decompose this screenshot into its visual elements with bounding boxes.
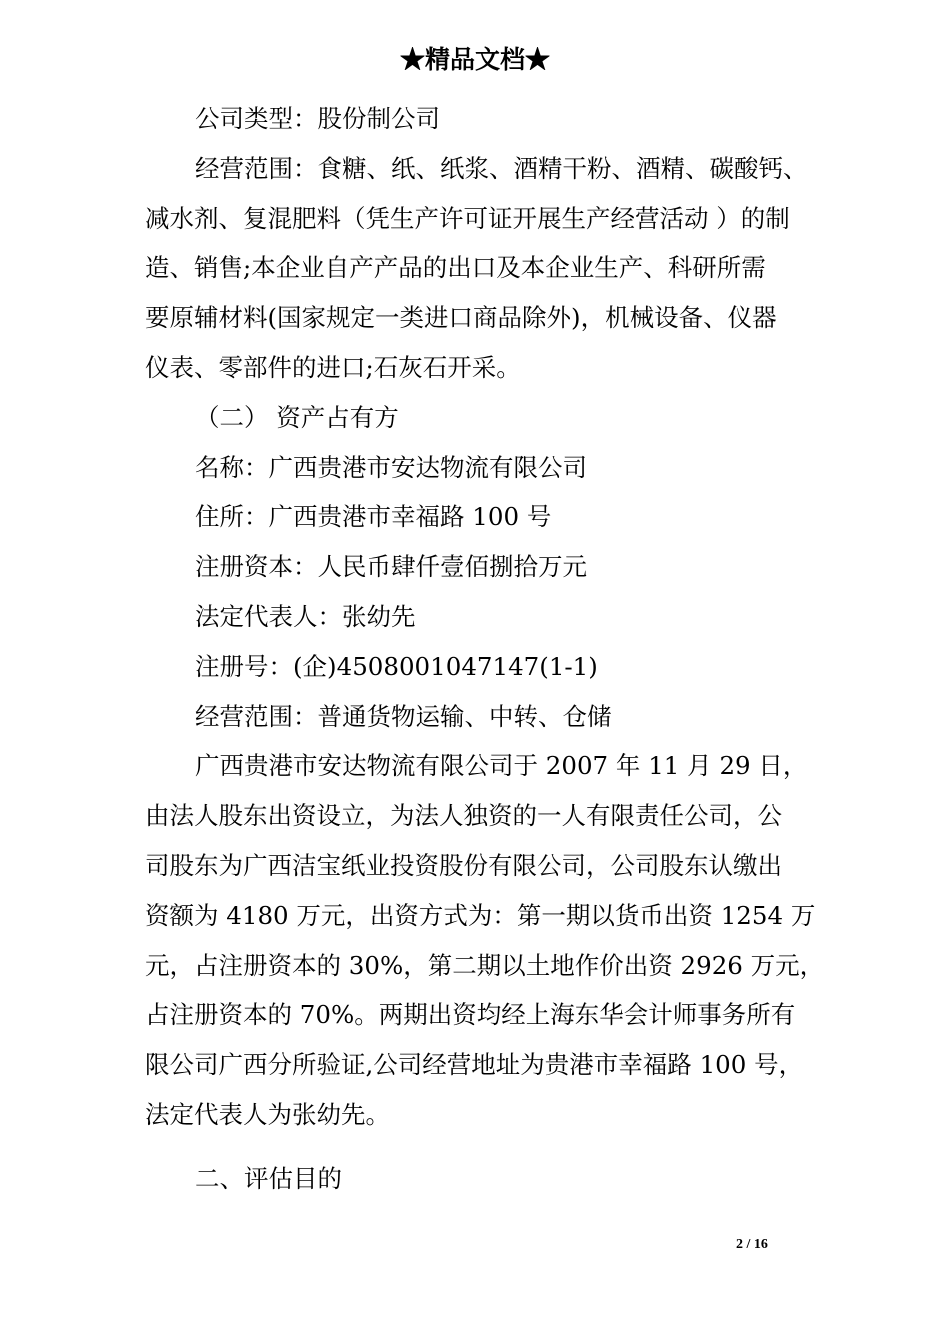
text-line: 法定代表人为张幼先。 xyxy=(145,1099,390,1129)
section-heading: 二、评估目的 xyxy=(195,1163,342,1193)
text-line: 要原辅材料(国家规定一类进口商品除外)，机械设备、仪器 xyxy=(145,303,777,333)
text-line: 占注册资本的 70%。两期出资均经上海东华会计师事务所有 xyxy=(145,1000,796,1030)
subsection-heading: （二） 资产占有方 xyxy=(195,402,399,432)
text-line: 由法人股东出资设立，为法人独资的一人有限责任公司，公 xyxy=(145,801,782,831)
text-line: 广西贵港市安达物流有限公司于 2007 年 11 月 29 日， xyxy=(195,751,808,781)
text-line: 法定代表人：张幼先 xyxy=(195,601,416,631)
text-line: 公司类型：股份制公司 xyxy=(195,104,440,133)
page-header-title: ★精品文档★ xyxy=(399,45,550,74)
text-line: 经营范围：普通货物运输、中转、仓储 xyxy=(195,701,612,731)
text-line: 注册号：(企)4508001047147(1-1) xyxy=(195,651,598,681)
document-body xyxy=(145,94,830,1204)
text-line: 注册资本：人民币肆仟壹佰捌拾万元 xyxy=(195,552,587,582)
text-line: 仪表、零部件的进口;石灰石开采。 xyxy=(145,352,521,382)
paragraph-gap xyxy=(145,1140,830,1154)
text-line: 元，占注册资本的 30%，第二期以土地作价出资 2926 万元， xyxy=(145,950,825,980)
text-line: 名称：广西贵港市安达物流有限公司 xyxy=(195,452,587,482)
text-line: 资额为 4180 万元，出资方式为：第一期以货币出资 1254 万 xyxy=(145,900,816,930)
text-line: 司股东为广西洁宝纸业投资股份有限公司，公司股东认缴出 xyxy=(145,850,782,880)
text-line: 造、销售;本企业自产产品的出口及本企业生产、科研所需 xyxy=(145,253,766,283)
text-line: 住所：广西贵港市幸福路 100 号 xyxy=(195,502,552,532)
text-line: 减水剂、复混肥料（凭生产许可证开展生产经营活动 ）的制 xyxy=(145,203,790,233)
text-line: 经营范围：食糖、纸、纸浆、酒精干粉、酒精、碳酸钙、 xyxy=(195,153,808,183)
page-number: 2 / 16 xyxy=(736,1237,768,1252)
text-line: 限公司广西分所验证,公司经营地址为贵港市幸福路 100 号， xyxy=(145,1050,804,1080)
